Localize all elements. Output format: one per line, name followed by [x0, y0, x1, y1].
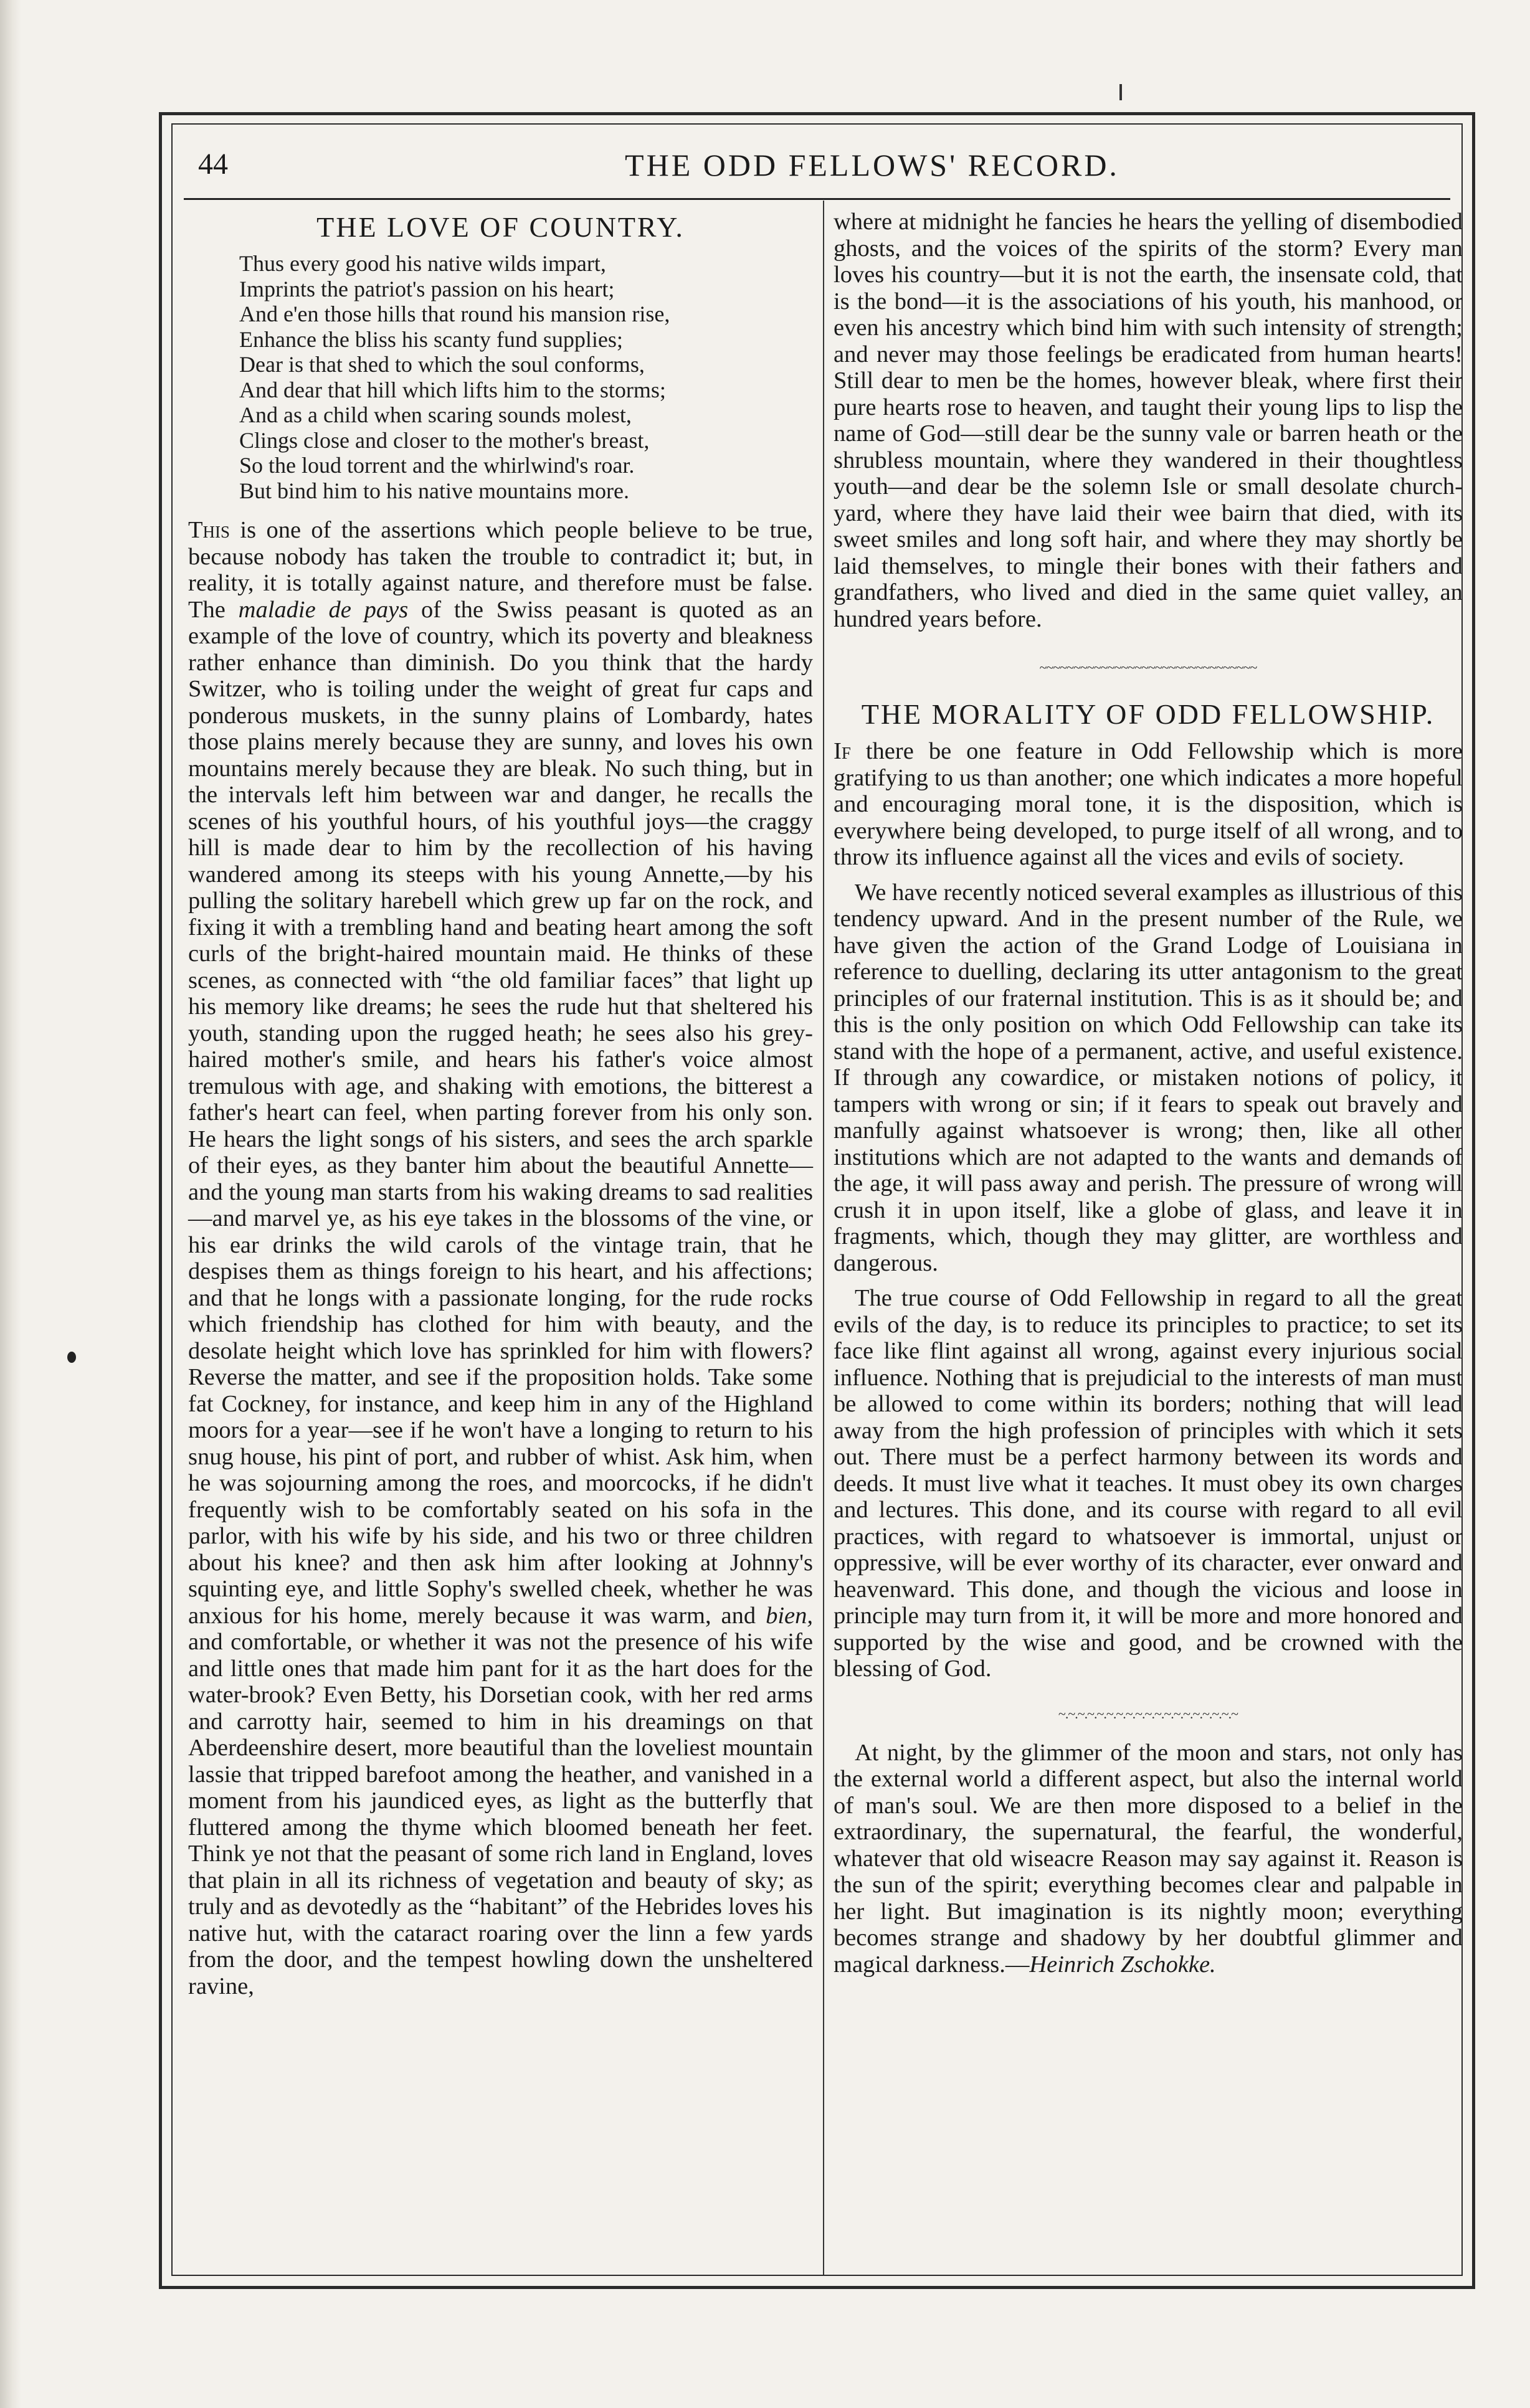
article-continuation: where at midnight he fancies he hears the yelling of disembodied ghosts, and the voices of the spirits of the storm? Every man loves his country—but it is not the earth, the insensate cold, that is the bond—it is the associations of his youth, his manhood, or even his ancestry which bind him with such intensity of strength; and never may those feelings be eradicated from human hearts! Still dear to men be the homes, however bleak, where first their pure hearts rose to heaven, and taught their young lips to lisp the name of God—still dear be the sunny vale or barren heath or the shrubless mountain, where they wandered in their thoughtless youth—and dear be the solemn Isle or small desolate church-yard, where they have laid their wee bairn that died, with its sweet smiles and long soft hair, and where they may shortly be laid themselves, to mingle their bones with their fathers and grandfathers, who lived and died in the same quiet valley, an hundred years before.: [834, 209, 1463, 632]
article-body-paragraph: [188, 517, 813, 1999]
running-head: THE ODD FELLOWS' RECORD.: [625, 148, 1119, 182]
poem-line: And as a child when scaring sounds molest,: [239, 402, 632, 427]
poem-line: Clings close and closer to the mother's breast,: [239, 427, 650, 453]
poem-line: So the loud torrent and the whirlwind's roar.: [239, 453, 635, 478]
author-attribution: Heinrich Zschokke.: [1029, 1951, 1216, 1978]
article-body-paragraph: We have recently noticed several examples as illustrious of this tendency upward. And in the present number of the Rule, we have given the action of the Grand Lodge of Louisiana in reference to duelling, declaring its utter antagonism to the great principles of our fraternal institution. This is as it should be; and this is the only position on which Odd Fellowship can take its stand with the hope of a permanent, active, and useful existence. If through any cowardice, or mistaken notions of policy, it tampers with wrong or sin; if it fears to speak out bravely and manfully against whatsoever is wrong; then, like all other institutions which are not adapted to the wants and demands of the age, it will pass away and perish. The pressure of wrong will crush it in upon itself, like a globe of glass, and leave it in fragments, which, though they may glitter, are worthless and dangerous.: [834, 879, 1463, 1276]
right-column: [834, 209, 1463, 1978]
body-text: of the Swiss peasant is quoted as an example of the love of country, which its poverty and bleakness rather enhance than diminish. Do you think that the hardy Switzer, who is toiling under the weight of great fur caps and ponderous muskets, in the sunny plains of Lombardy, hates those plains merely because they are sunny, and loves his own mountains merely because they are bleak. No such thing, but in the intervals left him between war and danger, he recalls the scenes of his youthful hours, of his youthful joys—the craggy hill is made dear to him by the recollection of his having wandered among its steeps with his young Annette,—by his pulling the solitary harebell which grew up far on the rock, and fixing it with a trembling hand and beating heart among the soft curls of the bright-haired mountain maid. He thinks of these scenes, as connected with “the old familiar faces” that light up his memory like dreams; he sees the rude hut that sheltered his youth, standing upon the rugged heath; he sees also his grey-haired mother's smile, and hears his father's voice almost tremulous with age, and shaking with emotions, the bitterest a father's heart can feel, when parting forever from his only son. He hears the light songs of his sisters, and sees the arch sparkle of their eyes, as they banter him about the beautiful Annette—and the young man starts from his waking dreams to sad realities—and marvel ye, as his eye takes in the blossoms of the vine, or his ear drinks the wild carols of the vintage train, that he despises them as things foreign to his heart, and his affections; and that he longs with a passionate longing, for the rude rocks which friendship has clothed for him with beauty, and the desolate height which love has sprinkled for him with flowers? Reverse the matter, and see if the proposition holds. Take some fat Cockney, for instance, and keep him in any of the Highland moors for a year—see if he won't have a longing to return to his snug house, his pint of port, and rubber of whist. Ask him, when he was sojourning among the roes, and moorcocks, if he didn't frequently wish to be comfortably seated on his sofa in the parlor, with his wife by his side, and his two or three children about his knee? and then ask him after looking at Johnny's squinting eye, and little Sophy's swelled cheek, whether he was anxious for his home, merely because it was warm, and: [188, 596, 813, 1629]
body-text: and comfortable, or whether it was not the presence of his wife and little ones that made him pant for it as the hart does for the water-brook? Even Betty, his Dorsetian cook, with her red arms and carrotty hair, seemed to him in his dreamings on that Aberdeenshire desert, more beautiful than the loveliest mountain lassie that tripped barefoot among the heather, and vanished in a moment from his jaundiced eyes, as light as the butterfly that fluttered among the thyme which bloomed beneath her feet. Think ye not that the peasant of some rich land in England, loves that plain in all its richness of vegetation and beauty of sky; as truly and as devotedly as the “habitant” of the Hebrides loves his native hut, with the cataract roaring over the linn a few yards from the door, and the tempest howling down the unsheltered ravine,: [188, 1629, 813, 1999]
article-title-love-of-country: THE LOVE OF COUNTRY.: [316, 211, 685, 243]
article-body-paragraph: The true course of Odd Fellowship in regard to all the great evils of the day, is to reduce its principles to practice; to set its face like flint against all wrong, against every injurious social influence. Nothing that is prejudicial to the interests of man must be allowed to come within its borders; nothing that will lead away from the high profession of principles with which it sets out. There must be a perfect harmony between its words and deeds. It must live what it teaches. It must obey its own charges and lectures. This done, and its course with regard to all evil practices, with regard to whatsoever is immortal, unjust or oppressive, will be ever worthy of its character, ever onward and heavenward. This done, and though the vicious and loose in principle may turn from it, it will be more and more honored and supported by the wise and good, and be crowned with the blessing of God.: [834, 1285, 1463, 1682]
column-divider: [823, 201, 824, 2275]
closing-paragraph: [834, 1740, 1463, 1978]
section-ornament: ~.~.~.~.~.~.~.~.~.~.~.~.~.~.~.~.~.~.~: [1058, 1707, 1238, 1721]
poem-line: Dear is that shed to which the soul conforms,: [239, 352, 645, 377]
page-gutter-shadow: [0, 0, 21, 2408]
article-title-morality: THE MORALITY OF ODD FELLOWSHIP.: [861, 698, 1435, 730]
epigraph-poem: [239, 251, 813, 503]
drop-word: This: [188, 517, 230, 543]
header-rule: [184, 198, 1450, 200]
poem-line: Thus every good his native wilds impart,: [239, 251, 606, 276]
article-body-paragraph: [834, 738, 1463, 871]
poem-line: Imprints the patriot's passion on his heart;: [239, 276, 615, 301]
poem-line: But bind him to his native mountains more.: [239, 478, 629, 503]
page-number: 44: [198, 148, 228, 181]
body-text: is one of the assertions which people believe to be true, because nobody has taken the trouble to contradict it; but, in reality, it is totally against nature, and therefore must be false. The: [188, 517, 813, 623]
printer-mark: [1119, 84, 1122, 100]
section-ornament: ~~~~~~~~~~~~~~~~~~~~~~~~~~~~~~~~: [1039, 661, 1257, 675]
drop-word: If: [834, 738, 851, 764]
ink-spot: [67, 1352, 76, 1363]
poem-line: And dear that hill which lifts him to the storms;: [239, 377, 666, 402]
poem-line: Enhance the bliss his scanty fund supplies;: [239, 326, 623, 352]
italic-phrase: bien,: [766, 1602, 813, 1629]
italic-phrase: maladie de pays: [238, 596, 409, 623]
body-text: there be one feature in Odd Fellowship which is more gratifying to us than another; one which indicates a more hopeful and encouraging moral tone, it is the disposition, which is everywhere being developed, to purge itself of all wrong, and to throw its influence against all the vices and evils of society.: [834, 738, 1463, 870]
body-text: At night, by the glimmer of the moon and stars, not only has the external world a different aspect, but also the internal world of man's soul. We are then more disposed to a belief in the extraordinary, the supernatural, the fearful, the wonderful, whatever that old wiseacre Reason may say against it. Reason is the sun of the spirit; everything becomes clear and palpable in her light. But imagination is its nightly moon; everything becomes strange and shadowy by her doubtful glimmer and magical darkness.—: [834, 1739, 1463, 1978]
poem-line: And e'en those hills that round his mansion rise,: [239, 301, 670, 326]
left-column: [188, 209, 813, 1999]
